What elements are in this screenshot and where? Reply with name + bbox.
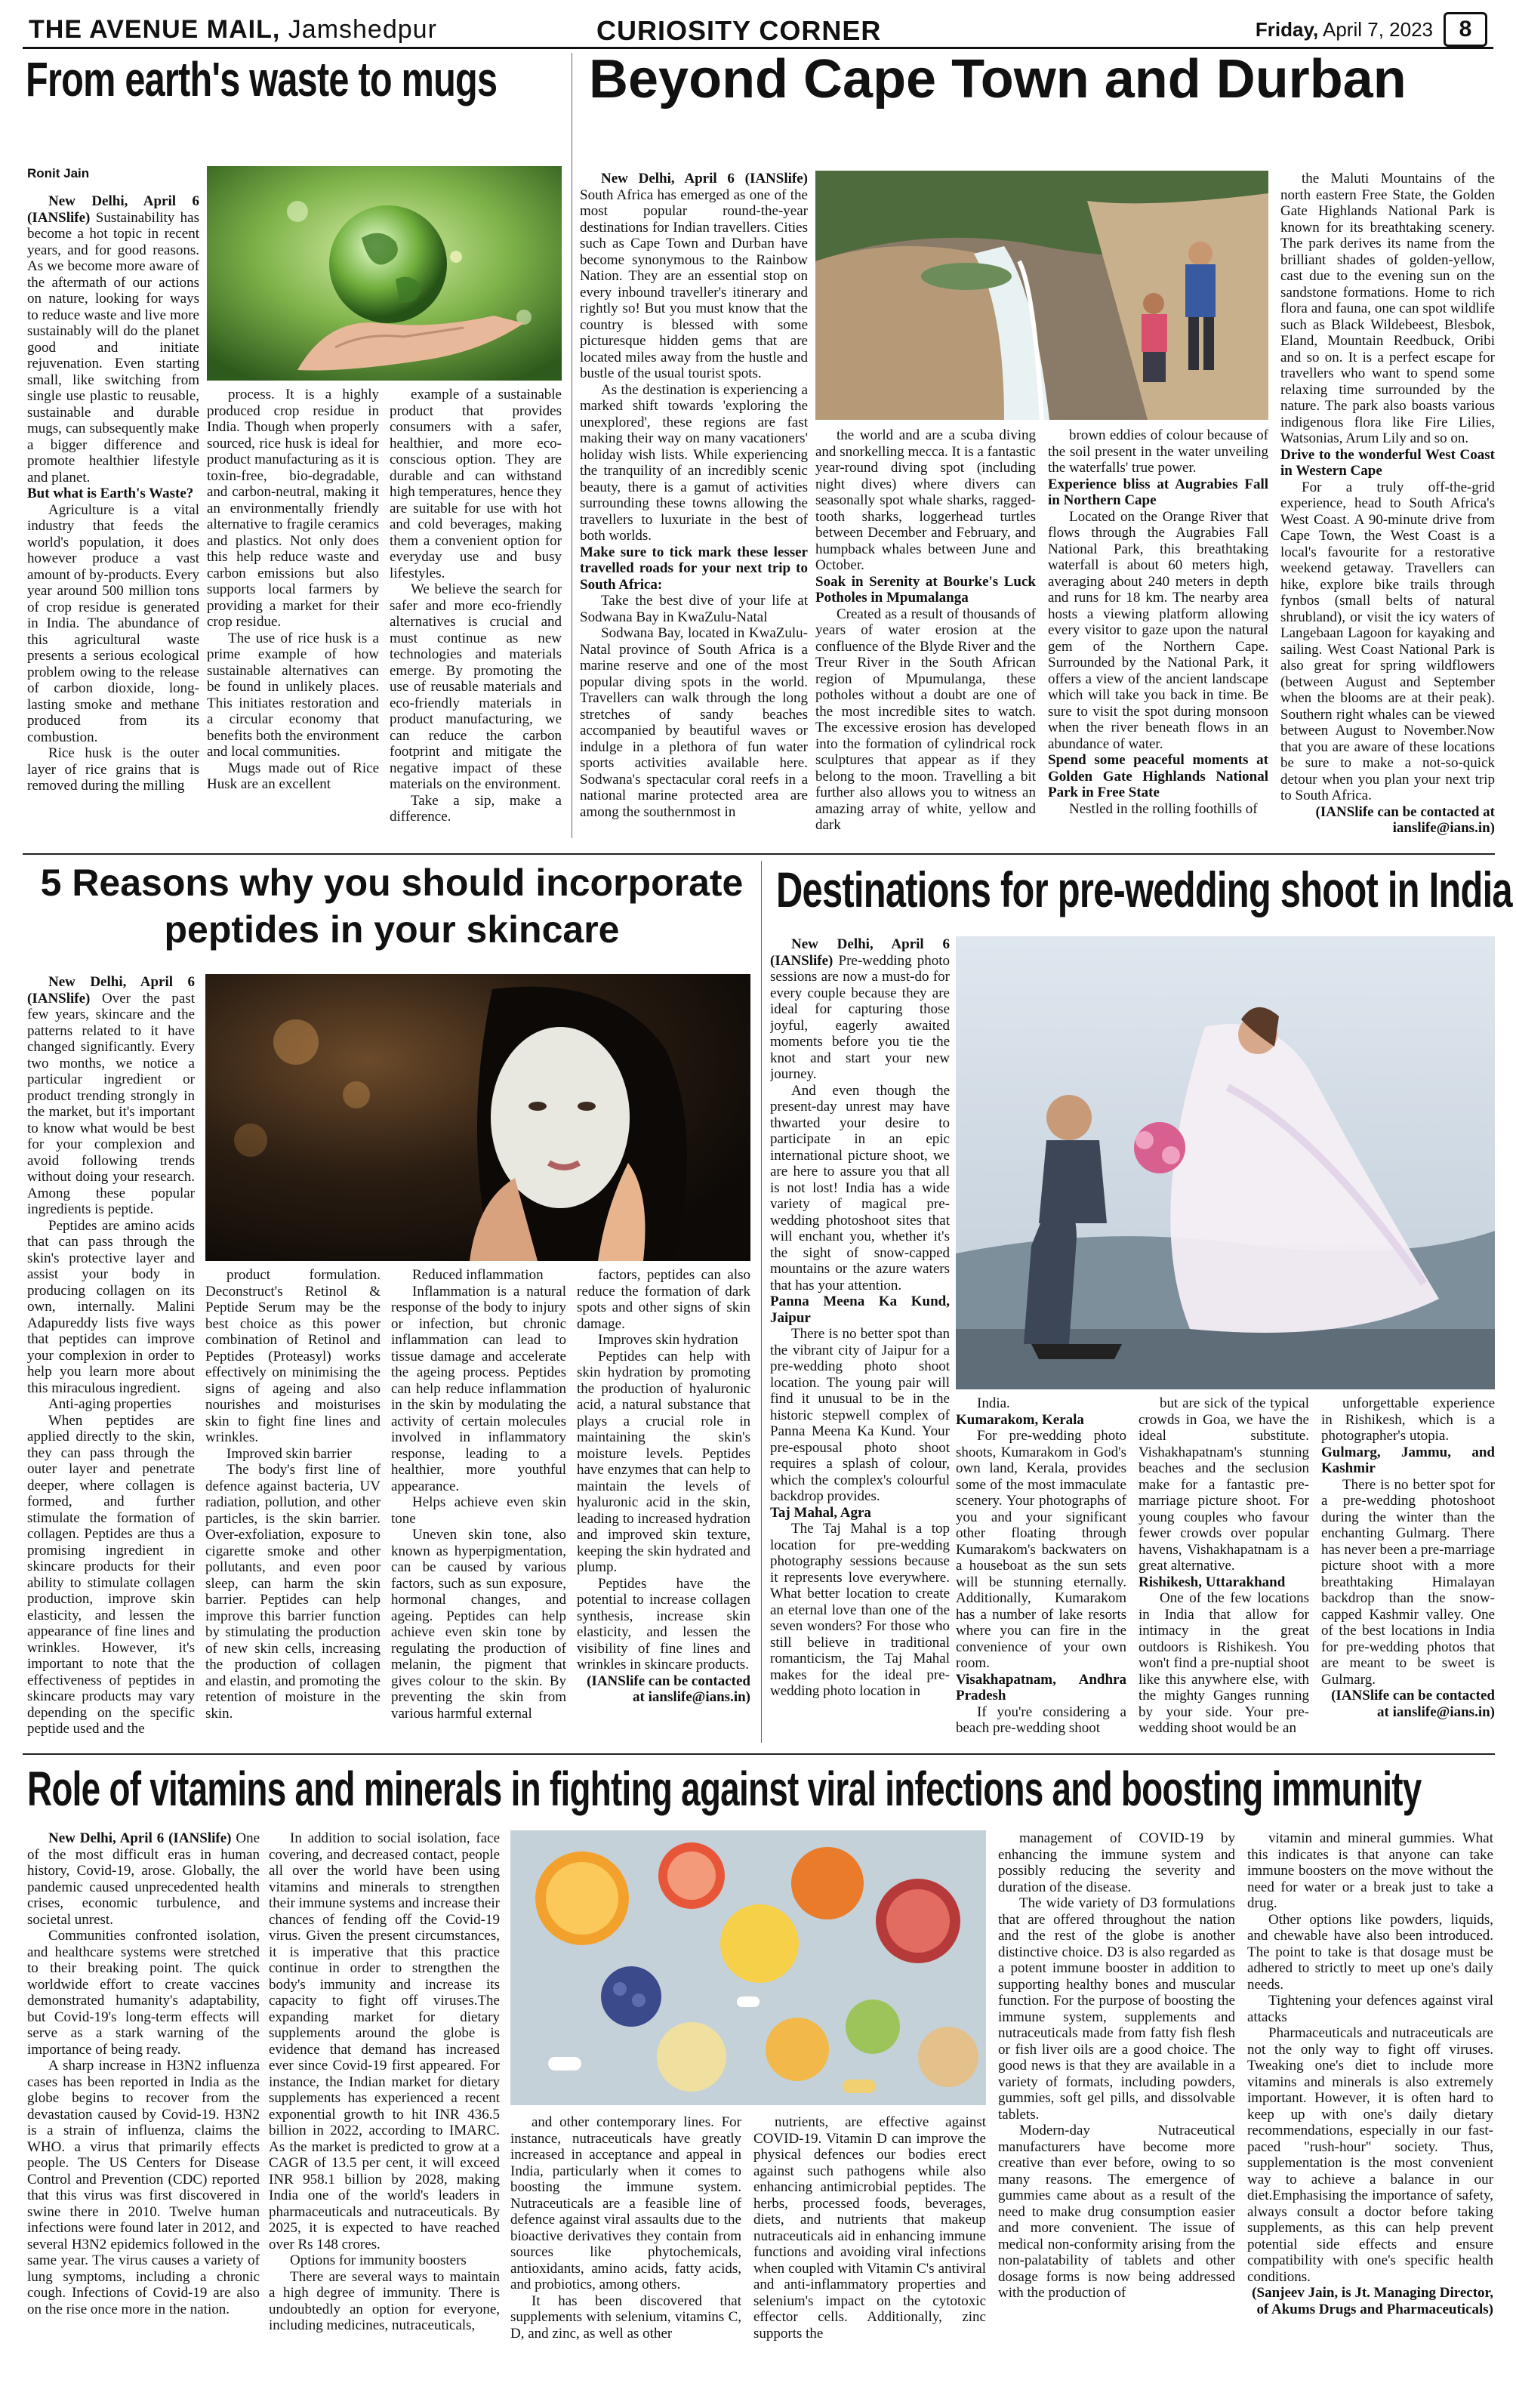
dateline: New Delhi, April 6 (IANSlife): [770, 936, 950, 969]
paragraph: [27, 1928, 260, 2058]
article4-col2: [956, 1395, 1126, 1741]
paragraph-text: Pre-wedding photo sessions are now a must-do for every couple because they are ideal for capturing those joyful, eagerly awaited moments before you tie the knot and start your new journey.: [770, 952, 950, 1082]
paragraph-text: management of COVID-19 by enhancing the immune system and possibly reducing the severity and duration of the disease.: [998, 1830, 1235, 1895]
paragraph: [580, 593, 808, 625]
paragraph: [998, 2123, 1235, 2302]
paragraph-text: Other options like powders, liquids, and chewable have also been introduced. The point to take is that dosage must be adhered to strictly to meet up one's daily needs.: [1247, 1911, 1493, 1993]
paragraph: [577, 1576, 750, 1673]
paragraph: [27, 1396, 195, 1413]
paragraph-text: Inflammation is a natural response of the body to injury or infection, but chronic inflammation can lead to tissue damage and accelerate the ageing process. Peptides can help reduce inflammation in the skin by modulating the activity of certain molecules involved in inflammatory response, leading to a healthier, more youthful appearance.: [391, 1283, 566, 1494]
article5-col4: [753, 2114, 986, 2395]
paragraph: [1321, 1477, 1495, 1688]
paragraph: [956, 1428, 1126, 1672]
paragraph-text: Agriculture is a vital industry that feeds the world's population, it does however produce a vast amount of by-products. Every year around 500 million tons of crop residue is generated in India. The abundance of this agricultural waste presents a serious ecological problem owing to the release of carbon dioxide, long-lasting smoke and methane produced from its combustion.: [27, 501, 199, 745]
paragraph: [269, 2252, 500, 2269]
paragraph-text: and other contemporary lines. For instance, nutraceuticals have greatly increased in acceptance and appeal in India, particularly when it comes to boosting the immune system. Nutraceuticals are a feasible line of defence against viral assaults due to the bioactive derivatives they contain from sources like phytochemicals, antioxidants, amino acids, fatty acids, and probiotics, among others.: [510, 2114, 741, 2292]
article4-col4: [1321, 1395, 1495, 1741]
paragraph: [391, 1494, 566, 1527]
paragraph: [207, 760, 379, 793]
paragraph-text: nutrients, are effective against COVID-19. Vitamin D can improve the physical defences our bodies erect against such pathogens while also enhancing antimicrobial peptides. The herbs, processed foods, beverages, diets, and nutrients that makeup nutraceuticals aid in enhancing immune functions and avoiding viral infections when coupled with Vitamin C's antiviral and anti-inflammatory properties and selenium's impact on the cytotoxic effector cells. Additionally, zinc supports the: [753, 2114, 986, 2342]
article5-col5: [998, 1830, 1235, 2395]
paragraph: [577, 1332, 750, 1349]
article3-col4: [577, 1267, 750, 1738]
paragraph: [1247, 1993, 1493, 2025]
paragraph-text: Modern-day Nutraceutical manufacturers have become more creative than ever before, owing to so many reasons. The emergence of gummies came about as a result of the need to make drug consumption easier and more convenient. The issue of medical non-conformity arising from the non-palatability of tablets and other dosage forms is now being addressed with the production of: [998, 2123, 1235, 2301]
article2-col4: [1280, 171, 1495, 835]
paragraph: [205, 1267, 381, 1446]
credit-line: (IANSlife can be contacted at ianslife@ians.in): [587, 1673, 750, 1705]
article3-headline-line1: 5 Reasons why you should incorporate: [40, 862, 744, 904]
paragraph: [1247, 1830, 1493, 1912]
paragraph-text: And even though the present-day unrest may have thwarted your desire to participate in an epic international picture shoot, we are here to assure you that all is not lost! India has a wide variety of magical pre-wedding photoshoot sites that will enchant you, whether it's the sight of snow-capped mountains or the azure waters that has your attention.: [770, 1082, 950, 1293]
paragraph-text: Helps achieve even skin tone: [391, 1494, 566, 1527]
paragraph: [1048, 509, 1268, 753]
page-number: 8: [1444, 12, 1487, 47]
paragraph: [205, 1446, 381, 1463]
paragraph: [391, 1527, 566, 1722]
paragraph-text: There are several ways to maintain a high degree of immunity. There is undoubtedly an option for everyone, including medicines, nutraceuticals,: [269, 2268, 500, 2333]
paragraph: [391, 1267, 566, 1284]
paragraph-text: Options for immunity boosters: [290, 2252, 467, 2268]
waterfall-photo: [815, 171, 1268, 420]
paragraph: [207, 387, 379, 631]
paragraph-text: In addition to social isolation, face covering, and decreased contact, people all over the world have been using vitamins and minerals to strengthen their immune systems and increase their chances of fending off the Covid-19 virus. Given the present circumstances, it is imperative that this practice continue in order to strengthen the body's immunity and increase its capacity to fight off viruses.The expanding market for dietary supplements around the globe is evidence that demand has increased ever since Covid-19 first appeared. For instance, the Indian market for dietary supplements has experienced a recent exponential growth to hit INR 436.5 billion in 2022, according to IMARC. As the market is predicted to grow at a CAGR of 13.5 per cent, it will exceed INR 958.1 billion by 2028, making India one of the world's leaders in pharmaceuticals and nutraceuticals. By 2025, it is expected to have reached over Rs 148 crores.: [269, 1830, 500, 2252]
paragraph-text: There is no better spot than the vibrant city of Jaipur for a pre-wedding photo shoot location. The young pair will find it unusual to be in the historic stepwell complex of Panna Meena Ka Kund. Your pre-espousal photo shoot requires a splash of colour, which the complex's colourful backdrop provides.: [770, 1326, 950, 1504]
article2-headline: Beyond Cape Town and Durban: [589, 49, 1407, 109]
paragraph-text: factors, peptides can also reduce the formation of dark spots and other signs of skin damage.: [577, 1267, 750, 1332]
paragraph-text: process. It is a highly produced crop residue in India. Though when properly sourced, rice husk is ideal for product manufacturing as it is toxin-free, bio-degradable, and carbon-neutral, making it an environmentally friendly alternative to fragile ceramics and plastics. Not only does this help reduce waste and carbon emissions but also supports local farmers by providing a market for their crop residue.: [207, 387, 379, 630]
paragraph-text: Peptides are amino acids that can pass through the skin's protective layer and assist your body in producing collagen on its own, internally. Malini Adapureddy lists five ways that peptides can improve your complexion in order to help you learn more about this miraculous ingredient.: [27, 1217, 195, 1396]
paragraph: [580, 382, 808, 544]
paragraph-text: Over the past few years, skincare and the patterns related to it have changed significantly. Every two months, we notice a particular ingredient or product trending strongly in the market, but it's important to know what would be best for your complexion and avoid following trends without doing your research. Among these popular ingredients is peptide.: [27, 990, 195, 1217]
paragraph-text: As the destination is experiencing a marked shift towards 'exploring the unexplored', these regions are fast making their way on many vacationers' holiday wish lists. While experiencing the tranquility of an incredibly scenic beauty, there is a gamut of activities surrounding these towns allowing the travellers to luxuriate in the best of both worlds.: [580, 381, 808, 544]
paragraph-text: Improved skin barrier: [226, 1445, 352, 1462]
paragraph-text: The use of rice husk is a prime example of how sustainable alternatives can be found in unlikely places. This initiates restoration and a circular economy that benefits both the environment and local communities.: [207, 630, 379, 760]
skincare-photo: [205, 974, 750, 1261]
earth-photo: [207, 166, 562, 381]
subheading: Visakhapatnam, Andhra Pradesh: [956, 1671, 1126, 1703]
paragraph: [577, 1349, 750, 1576]
paragraph: [998, 1830, 1235, 1895]
paragraph: [205, 1462, 381, 1722]
paragraph-text: One of the few locations in India that allow for intimacy in the great outdoors is Rishikesh. You won't find a pre-nuptial shoot like this anywhere else, with the mighty Ganges running by your side. Your pre-wedding shoot would be an: [1139, 1590, 1309, 1736]
paper-name: THE AVENUE MAIL, Jamshedpur: [29, 15, 437, 44]
paragraph-text: Mugs made out of Rice Husk are an excellent: [207, 760, 379, 792]
paragraph-text: If you're considering a beach pre-wedding shoot: [956, 1703, 1126, 1736]
paragraph: [1139, 1395, 1309, 1574]
paragraph-text: Located on the Orange River that flows through the Augrabies Fall National Park, this breathtaking waterfall is about 60 meters high, averaging about 240 meters in depth and runs for 18 km. The nearby area hosts a viewing platform allowing every visitor to gaze upon the natural gem of the Northern Cape. Surrounded by the National Park, it offers a view of the ancient landscape which will take you back in time. Be sure to visit the spot during monsoon when the river beneath flows in an abundance of water.: [1048, 508, 1268, 752]
paragraph: [510, 2293, 741, 2342]
credit-line: (IANSlife can be contacted at ianslife@ians.in): [1331, 1688, 1495, 1720]
article5-headline: Role of vitamins and minerals in fighting against viral infections and boosting immunity: [27, 1762, 1422, 1816]
paragraph: [770, 1083, 950, 1294]
paragraph: [207, 631, 379, 760]
paragraph-text: unforgettable experience in Rishikesh, which is a photographer's utopia.: [1321, 1395, 1495, 1444]
paragraph: [1280, 479, 1495, 804]
paragraph: [27, 2058, 260, 2317]
article3-col2: [205, 1267, 381, 1738]
paragraph-text: Reduced inflammation: [412, 1267, 544, 1283]
paragraph-text: Communities confronted isolation, and healthcare systems were stretched to their breaking point. The quick worldwide effort to create vaccines demonstrated humanity's adaptability, but Covid-19's long-term effects will serve as a stark warning of the importance of being ready.: [27, 1928, 260, 2058]
paragraph: [390, 387, 562, 581]
paragraph: [998, 1895, 1235, 2123]
paragraph-text: India.: [977, 1395, 1010, 1411]
paragraph: [580, 171, 808, 382]
issue-date: Friday, April 7, 2023: [1255, 18, 1433, 41]
subheading: Taj Mahal, Agra: [770, 1504, 871, 1521]
paragraph: [1139, 1590, 1309, 1737]
paragraph-text: brown eddies of colour because of the soil present in the water unveiling the waterfalls' true power.: [1048, 427, 1268, 476]
article5-col6: [1247, 1830, 1493, 2395]
article5-col1: [27, 1830, 260, 2395]
paragraph: [269, 2269, 500, 2334]
paragraph-text: When peptides are applied directly to the skin, they can pass through the outer layer and penetrate deeper, where collagen is formed, and further stimulate the formation of collagen. Peptides are thus a promising ingredient in skincare products for their ability to stimulate collagen production, improve skin elasticity, and lessen the appearance of fine lines and wrinkles. However, it's important to note that the effectiveness of peptides in skincare products may vary depending on the specific peptide used and the: [27, 1412, 195, 1737]
dateline: New Delhi, April 6 (IANSlife): [27, 193, 199, 226]
article3-headline-line2: peptides in your skincare: [164, 908, 620, 951]
paragraph: [1247, 2025, 1493, 2285]
subheading: Make sure to tick mark these lesser travelled roads for your next trip to South Africa:: [580, 544, 808, 593]
paragraph: [27, 745, 199, 794]
article2-col2: [815, 427, 1036, 835]
article3-col3: [391, 1267, 566, 1738]
paragraph: [1048, 801, 1268, 818]
paragraph-text: Sodwana Bay, located in KwaZulu-Natal province of South Africa is a marine reserve and one of the most popular diving spots in the world. Travellers can walk through the long stretches of sandy beaches accompanied by beautiful waves or indulge in a plethora of fun water sports activities available here. Sodwana's spectacular coral reefs in a national marine protected area are among the southernmost in: [580, 625, 808, 820]
paragraph-text: Peptides can help with skin hydration by promoting the production of hyaluronic acid, a natural substance that plays a crucial role in maintaining the skin's moisture levels. Peptides have enzymes that can help to maintain the levels of hyaluronic acid in the skin, leading to increased hydration and improved skin texture, keeping the skin hydrated and plump.: [577, 1348, 750, 1575]
paragraph: [956, 1395, 1126, 1412]
credit-line: (Sanjeev Jain, is Jt. Managing Director, of Akums Drugs and Pharmaceuticals): [1252, 2285, 1493, 2317]
vitamins-photo: [510, 1830, 986, 2105]
masthead: [23, 11, 1493, 49]
subheading: Drive to the wonderful West Coast in Western Cape: [1280, 446, 1495, 479]
paragraph-text: A sharp increase in H3N2 influenza cases has been reported in India as the globe begins to recover from the devastation caused by Covid-19. H3N2 is a strain of influenza, claims the WHO. a virus that primarily effects people. The US Centers for Disease Control and Prevention (CDC) reported that this virus was first discovered in swine there in 2010. Twelve human infections were found later in 2012, and several H3N2 epidemics followed in the same year. The virus causes a variety of lung symptoms, including a chronic cough. Infections of Covid-19 are also on the rise once more in the nation.: [27, 2058, 260, 2317]
subheading: Spend some peaceful moments at Golden Gate Highlands National Park in Free State: [1048, 752, 1268, 800]
subheading: Rishikesh, Uttarakhand: [1139, 1574, 1286, 1590]
paragraph-text: One of the most difficult eras in human history, Covid-19, arose. Globally, the pandemic caused unprecedented health crises, economic turbulence, and societal unrest.: [27, 1830, 260, 1928]
paragraph: [770, 1521, 950, 1700]
paragraph-text: Rice husk is the outer layer of rice grains that is removed during the milling: [27, 745, 199, 794]
paragraph: [269, 1830, 500, 2252]
section-title: CURIOSITY CORNER: [596, 15, 882, 46]
article4-col1: [770, 936, 950, 1741]
article4-headline: Destinations for pre-wedding shoot in India: [776, 862, 1512, 917]
paragraph: [390, 793, 562, 825]
article1-col1: [27, 193, 199, 840]
paragraph-text: Uneven skin tone, also known as hyperpigmentation, can be caused by various factors, such as sun exposure, hormonal changes, and ageing. Peptides can help achieve even skin tone by regulating the production of melanin, the pigment that gives colour to the skin. By preventing the skin from various harmful external: [391, 1527, 566, 1722]
paragraph: [1280, 171, 1495, 447]
dateline: New Delhi, April 6 (IANSlife): [48, 1830, 232, 1846]
paragraph-text: The wide variety of D3 formulations that are offered throughout the nation and the rest of the globe is another distinctive choice. D3 is also regarded as a potent immune booster in addition to supporting healthy bones and muscular function. For the purpose of boosting the immune system, supplements and nutraceuticals made from fatty fish flesh or fish liver oils are a good choice. The good news is that they are available in a variety of formats, including powders, gummies, soft gel pills, and dissolvable tablets.: [998, 1895, 1235, 2123]
paragraph-text: There is no better spot for a pre-wedding photoshoot during the winter than the enchanting Gulmarg. There has never been a pre-marriage picture shoot with a more breathtaking Himalayan backdrop than the snow-capped Kashmir valley. One of the best locations in India for pre-wedding photos that are meant to be sweet is Gulmarg.: [1321, 1476, 1495, 1688]
paragraph-text: It has been discovered that supplements with selenium, vitamins C, D, and zinc, as well as other: [510, 2292, 741, 2342]
article5-col3: [510, 2114, 741, 2395]
paragraph-text: Sustainability has become a hot topic in recent years, and for good reasons. As we become more aware of the aftermath of our actions on nature, looking for ways to reduce waste and live more sustainably will do the planet good and initiate rejuvenation. Even starting small, like switching from single use plastic to reusable, sustainable and durable mugs, can subsequently make a bigger difference and promote healthier lifestyle and planet.: [27, 209, 199, 486]
paragraph: [27, 1413, 195, 1737]
paragraph-text: Tightening your defences against viral attacks: [1247, 1993, 1493, 2025]
paragraph-text: The body's first line of defence against bacteria, UV radiation, pollution, and other particles, is the skin barrier. Over-exfoliation, exposure to cigarette smoke and other pollutants, and even poor sleep, can harm the skin barrier. Peptides can help improve this barrier function by stimulating the production of new skin cells, increasing the production of collagen and elastin, and promoting the retention of moisture in the skin.: [205, 1462, 381, 1722]
paragraph-text: but are sick of the typical crowds in Goa, we have the ideal substitute. Vishakhapatnam's stunning beaches and the seclusion make for a fantastic pre-marriage picture shoot. For young couples who favour fewer crowds over popular havens, Vishakhapatnam is a great alternative.: [1139, 1395, 1309, 1574]
paragraph: [390, 581, 562, 793]
paragraph: [27, 193, 199, 486]
paragraph: [1321, 1395, 1495, 1444]
subheading: Experience bliss at Augrabies Fall in Northern Cape: [1048, 476, 1268, 508]
dateline: New Delhi, April 6 (IANSlife): [27, 974, 195, 1007]
paragraph-text: South Africa has emerged as one of the most popular round-the-year destinations for Indian travellers. Cities such as Cape Town and Durban have become synonymous to the Rainbow Nation. They are an essential stop on every inbound traveller's itinerary and rightly so! But you must know that the country is blessed with some picturesque hidden gems that are located miles away from the hustle and bustle of the usual tourist spots.: [580, 187, 808, 381]
paragraph-text: Take a sip, make a difference.: [390, 792, 562, 825]
paragraph-text: We believe the search for safer and more eco-friendly alternatives is crucial and must continue as new technologies and materials emerge. By promoting the use of reusable materials and eco-friendly materials in product manufacturing, we can reduce the carbon footprint and mitigate the negative impact of these materials on the environment.: [390, 581, 562, 792]
paragraph-text: the Maluti Mountains of the north eastern Free State, the Golden Gate Highlands National Park is known for its breathtaking scenery. The park derives its name from the brilliant shades of golden-yellow, cast due to the evening sun on the sandstone formations. Home to rich flora and fauna, one can spot wildlife such as Black Wildebeest, Blesbok, Eland, Mountain Reedbuck, Oribi and so on. It is a perfect escape for travellers who want to spend some relaxing time surrounded by the nature. The park also boasts various indigenous flora like Fire Lilies, Watsonias, Arum Lily and so on.: [1280, 171, 1495, 446]
paragraph-text: For a truly off-the-grid experience, head to South Africa's West Coast. A 90-minute drive from Cape Town, the West Coast is a local's favourite for a restorative weekend getaway. Travellers can hike, explore bike trails through fynbos (small belts of natural shrubland), or visit the icy waters of Langebaan Lagoon for kayaking and sailing. West Coast National Park is also great for spring wildflowers (between August and September when the blooms are at their peak). Southern right whales can be viewed between August to November.Now that you are aware of these locations be sure to make a not-so-quick detour when you plan your next trip to South Africa.: [1280, 479, 1495, 803]
paragraph-text: product formulation. Deconstruct's Retinol & Peptide Serum may be the best choice as this power combination of Retinol and Peptides (Proteasyl) works effectively on minimising the signs of ageing and also nourishes and moisturises skin to fight fine lines and wrinkles.: [205, 1267, 381, 1445]
paragraph: [580, 625, 808, 820]
paragraph-text: example of a sustainable product that provides consumers with a safer, healthier, and more eco-conscious option. They are durable and can withstand high temperatures, hence they are suitable for use with hot and cold beverages, making them a convenient option for everyday use and busy lifestyles.: [390, 387, 562, 581]
subheading: Soak in Serenity at Bourke's Luck Potholes in Mpumalanga: [815, 573, 1036, 606]
paragraph: [391, 1284, 566, 1495]
paragraph-text: the world and are a scuba diving and snorkelling mecca. It is a fantastic year-round diving spot (including night dives) where divers can seasonally spot whale sharks, ragged-tooth sharks, loggerhead turtles between December and February, and humpback whales between June and October.: [815, 427, 1036, 573]
subheading: Panna Meena Ka Kund, Jaipur: [770, 1293, 950, 1326]
subheading: Kumarakom, Kerala: [956, 1411, 1084, 1428]
paragraph: [815, 427, 1036, 574]
paragraph: [27, 1218, 195, 1397]
article2-col1: [580, 171, 808, 835]
paragraph: [27, 1830, 260, 1928]
paragraph-text: Take the best dive of your life at Sodwana Bay in KwaZulu-Natal: [580, 593, 808, 625]
paragraph-text: Pharmaceuticals and nutraceuticals are not the only way to fight off viruses. Tweaking one's diet to include more vitamins and minerals is also extremely important. However, it is often hard to keep up with one's daily dietary recommendations, especially in our fast-paced "rush-hour" society. Thus, supplementation is the most convenient way to achieve a balance in our diet.Emphasising the importance of safety, always consult a doctor before taking supplements, as this can help prevent potential side effects and ensure compatibility with one's specific health conditions.: [1247, 2025, 1493, 2285]
paragraph: [577, 1267, 750, 1332]
paragraph-text: The Taj Mahal is a top location for pre-wedding photography sessions because it represents love everywhere. What better location to create an eternal love than one of the seven wonders? For those who still believe in traditional romanticism, the Taj Mahal makes for the ideal pre-wedding photo location in: [770, 1521, 950, 1699]
article1-byline: Ronit Jain: [27, 166, 90, 180]
article1-col2: [207, 387, 379, 840]
paragraph: [770, 1326, 950, 1505]
article4-col3: [1139, 1395, 1309, 1741]
paragraph: [27, 974, 195, 1218]
article5-col2: [269, 1830, 500, 2395]
paragraph: [1247, 1912, 1493, 1993]
paragraph: [815, 606, 1036, 834]
paragraph: [510, 2114, 741, 2293]
subheading: Gulmarg, Jammu, and Kashmir: [1321, 1444, 1495, 1476]
paragraph: [27, 502, 199, 746]
paragraph-text: Created as a result of thousands of years of water erosion at the confluence of the Blyde River and the Treur River in the South African region of Mpumulanga, these potholes without a doubt are one of the most incredible sites to watch. The excessive erosion has developed into the formation of cylindrical rock sculptures that appear as if they belong to the moon. Travelling a bit further also allows you to witness an amazing array of white, yellow and dark: [815, 606, 1036, 833]
paragraph-text: vitamin and mineral gummies. What this indicates is that anyone can take immune boosters on the move without the need for water or a break just to take a drug.: [1247, 1830, 1493, 1911]
paragraph-text: Anti-aging properties: [48, 1396, 172, 1412]
paragraph-text: Nestled in the rolling foothills of: [1069, 800, 1258, 817]
wedding-photo: [956, 936, 1495, 1389]
paragraph: [956, 1704, 1126, 1737]
paragraph-text: Improves skin hydration: [598, 1332, 738, 1348]
article1-col3: [390, 387, 562, 840]
article1-headline: From earth's waste to mugs: [26, 52, 498, 106]
paragraph: [770, 936, 950, 1083]
credit-line: (IANSlife can be contacted at ianslife@ians.in): [1315, 803, 1495, 835]
paragraph: [753, 2114, 986, 2342]
subheading: But what is Earth's Waste?: [27, 486, 194, 501]
dateline: New Delhi, April 6 (IANSlife): [601, 171, 808, 187]
article3-col1: [27, 974, 195, 1738]
paragraph-text: For pre-wedding photo shoots, Kumarakom in God's own land, Kerala, provides some of the most immaculate scenery. Your photographs of you and your significant other floating through Kumarakom's backwaters on a houseboat as the sun sets will be stunning eternally. Additionally, Kumarakom has a number of lake resorts where you can fire in the convenience of your own room.: [956, 1428, 1126, 1671]
paragraph-text: Peptides have the potential to increase collagen synthesis, increase skin elasticity, and lessen the visibility of fine lines and wrinkles in skincare products.: [577, 1575, 750, 1673]
paragraph: [1048, 427, 1268, 476]
article2-col3: [1048, 427, 1268, 835]
